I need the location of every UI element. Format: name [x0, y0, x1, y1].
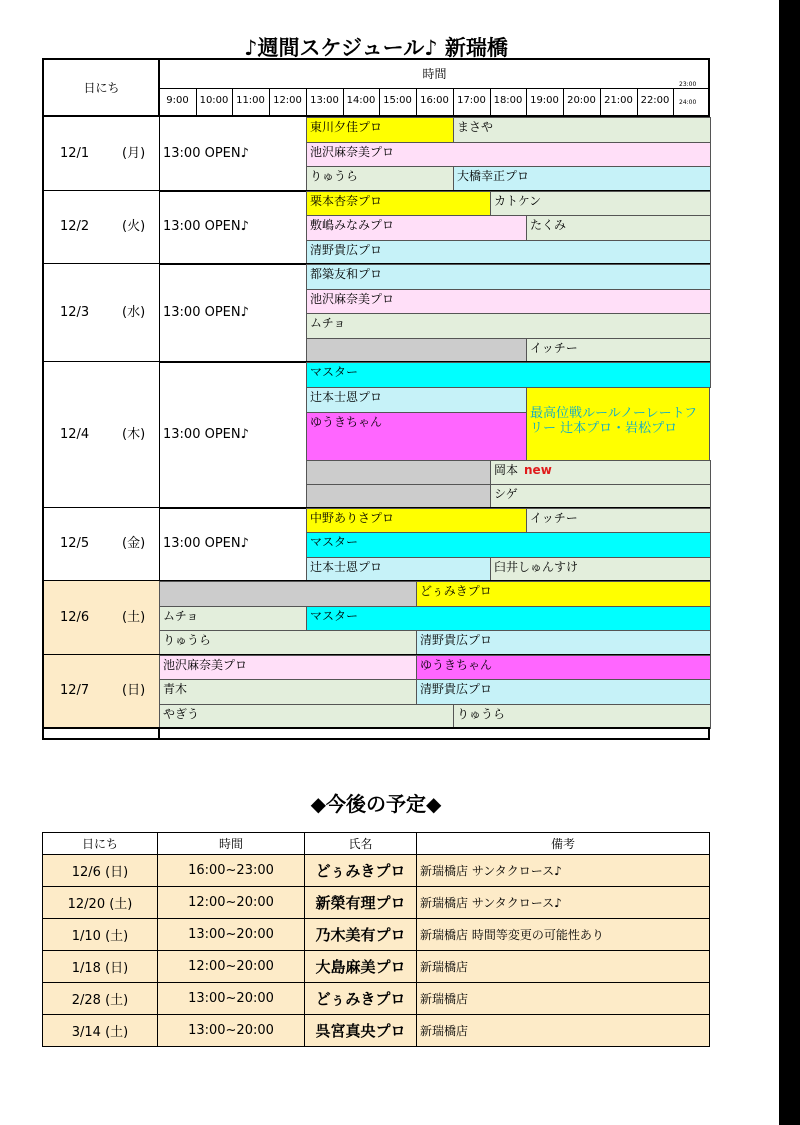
header-date-label: 日にち	[83, 81, 120, 95]
staff-name: 清野貴広プロ	[310, 242, 383, 257]
upcoming-header-row	[43, 833, 710, 855]
staff-name: どぅみきプロ	[420, 584, 492, 598]
staff-name: シゲ	[494, 486, 518, 501]
hour-label-24: 24:00	[679, 99, 697, 106]
schedule-bar	[306, 117, 454, 143]
schedule-bar	[306, 362, 711, 388]
day-date: 12/2	[60, 219, 90, 235]
day-separator	[44, 727, 710, 729]
staff-name: まさや	[457, 120, 494, 134]
schedule-bar	[526, 508, 711, 534]
staff-name: 岡本	[494, 463, 519, 477]
staff-name: カトケン	[494, 193, 542, 208]
upcoming-time: 16:00~23:00	[158, 855, 305, 887]
staff-name: 臼井しゅんすけ	[494, 559, 579, 574]
schedule-bar	[306, 532, 711, 558]
hour-label: 15:00	[383, 95, 412, 106]
upcoming-note: 新瑞橋店 時間等変更の可能性あり	[417, 919, 710, 951]
staff-name: マスター	[310, 365, 359, 379]
upcoming-time: 13:00~20:00	[158, 919, 305, 951]
day-date: 12/7	[60, 683, 90, 699]
schedule-bar	[306, 606, 711, 632]
day-weekday: (土)	[122, 609, 146, 625]
day-open-label: 13:00 OPEN♪	[163, 536, 249, 552]
hour-label: 16:00	[420, 95, 449, 106]
hour-label: 11:00	[236, 95, 265, 106]
upcoming-date: 2/28 (土)	[43, 983, 158, 1015]
schedule-bar	[526, 338, 711, 364]
day-open-label: 13:00 OPEN♪	[163, 219, 249, 235]
schedule-bar	[490, 557, 711, 583]
staff-name: 池沢麻奈美プロ	[163, 657, 248, 672]
schedule-bar	[159, 630, 417, 656]
upcoming-name: 呉宮真央プロ	[305, 1015, 417, 1047]
staff-name: 池沢麻奈美プロ	[310, 144, 395, 159]
day-date: 12/6	[60, 609, 90, 625]
upcoming-date: 12/20 (土)	[43, 887, 158, 919]
hour-label: 13:00	[310, 95, 339, 106]
special-event-box: 最高位戦ルールノーレートフリー 辻本プロ・岩松プロ	[526, 387, 710, 461]
hour-label: 14:00	[346, 95, 376, 106]
hour-label: 12:00	[273, 95, 302, 106]
upcoming-date: 1/10 (土)	[43, 919, 158, 951]
schedule-bar	[453, 166, 711, 192]
header-time: 時間	[158, 833, 305, 855]
staff-name: 栗本杏奈プロ	[310, 193, 383, 208]
day-weekday: (木)	[122, 426, 146, 442]
day-weekday: (水)	[122, 305, 146, 320]
day-open-label: 13:00 OPEN♪	[163, 145, 249, 161]
hour-label: 21:00	[604, 95, 633, 106]
schedule-bar	[159, 704, 454, 730]
schedule-bar	[306, 264, 711, 290]
upcoming-row	[43, 983, 710, 1015]
schedule-bar	[453, 704, 711, 730]
upcoming-note: 新瑞橋店	[417, 983, 710, 1015]
staff-name: イッチー	[530, 340, 578, 355]
staff-name: りゅうら	[457, 706, 506, 721]
schedule-bar	[306, 240, 711, 266]
hour-label: 19:00	[530, 95, 559, 106]
schedule-bar	[526, 215, 711, 241]
weekly-schedule	[42, 58, 710, 740]
staff-name: 辻本士恩プロ	[310, 390, 383, 404]
staff-name: 青木	[163, 682, 188, 696]
new-badge: new	[524, 463, 552, 477]
day-date: 12/4	[60, 426, 90, 442]
staff-name: 敷嶋みなみプロ	[310, 218, 395, 232]
schedule-bar	[306, 289, 711, 315]
schedule-bar	[306, 460, 491, 485]
staff-name: 池沢麻奈美プロ	[310, 291, 395, 306]
schedule-bar	[490, 460, 711, 485]
upcoming-note: 新瑞橋店	[417, 1015, 710, 1047]
staff-name: 清野貴広プロ	[420, 682, 493, 696]
upcoming-time: 12:00~20:00	[158, 951, 305, 983]
upcoming-row	[43, 951, 710, 983]
schedule-bar	[306, 387, 527, 413]
staff-name: ムチョ	[163, 608, 199, 623]
upcoming-note: 新瑞橋店 サンタクロース♪	[417, 887, 710, 919]
staff-name: マスター	[310, 608, 359, 623]
day-weekday: (金)	[122, 536, 146, 552]
day-weekday: (日)	[122, 683, 146, 699]
day-open-label: 13:00 OPEN♪	[163, 426, 249, 442]
day-date: 12/3	[60, 305, 90, 320]
schedule-bar	[453, 117, 711, 143]
schedule-bar	[490, 191, 711, 217]
upcoming-time: 13:00~20:00	[158, 1015, 305, 1047]
schedule-bar	[159, 655, 417, 681]
staff-name: りゅうら	[310, 169, 359, 183]
staff-name: ムチョ	[310, 316, 346, 330]
upcoming-title: ◆今後の予定◆	[310, 792, 442, 816]
upcoming-note: 新瑞橋店 サンタクロース♪	[417, 855, 710, 887]
right-edge-bar	[779, 0, 800, 1125]
schedule-bar	[159, 606, 307, 632]
schedule-bar	[306, 166, 454, 192]
upcoming-time: 13:00~20:00	[158, 983, 305, 1015]
header-name: 氏名	[305, 833, 417, 855]
upcoming-time: 12:00~20:00	[158, 887, 305, 919]
upcoming-name: どぅみきプロ	[305, 855, 417, 887]
schedule-bar	[159, 679, 417, 705]
header-date: 日にち	[43, 833, 158, 855]
hour-label-23: 23:00	[679, 81, 697, 88]
staff-name: たくみ	[530, 218, 567, 232]
hour-label: 20:00	[567, 95, 596, 106]
schedule-bar	[416, 630, 711, 656]
staff-name: りゅうら	[163, 633, 212, 647]
upcoming-date: 12/6 (日)	[43, 855, 158, 887]
upcoming-name: 新榮有理プロ	[305, 887, 417, 919]
upcoming-note: 新瑞橋店	[417, 951, 710, 983]
header-mid-line	[159, 88, 710, 89]
hour-label: 9:00	[166, 95, 189, 106]
schedule-bar	[306, 508, 527, 534]
staff-name: 清野貴広プロ	[420, 633, 493, 647]
upcoming-row	[43, 919, 710, 951]
schedule-bar	[306, 191, 491, 217]
day-weekday: (火)	[122, 219, 146, 235]
upcoming-date: 1/18 (日)	[43, 951, 158, 983]
hour-label: 17:00	[457, 95, 486, 106]
schedule-bar	[306, 557, 491, 583]
staff-name: 都築友和プロ	[310, 267, 383, 281]
header-time-label: 時間	[422, 67, 447, 81]
schedule-bar	[306, 142, 711, 168]
schedule-bar	[306, 412, 527, 462]
day-date: 12/1	[60, 145, 90, 161]
hour-label: 18:00	[493, 95, 523, 106]
staff-name: 中野ありさプロ	[310, 510, 395, 525]
staff-name: イッチー	[530, 510, 578, 525]
upcoming-row	[43, 855, 710, 887]
staff-name: 辻本士恩プロ	[310, 559, 383, 574]
hour-label: 10:00	[199, 95, 229, 106]
upcoming-name: どぅみきプロ	[305, 983, 417, 1015]
hour-label: 22:00	[640, 95, 670, 106]
page-title: ♪週間スケジュール♪ 新瑞橋	[244, 36, 508, 60]
schedule-bar	[490, 484, 711, 509]
day-weekday: (月)	[122, 145, 146, 161]
schedule-bar	[416, 655, 711, 681]
staff-name: ゆうきちゃん	[420, 657, 493, 672]
upcoming-date: 3/14 (土)	[43, 1015, 158, 1047]
day-date: 12/5	[60, 536, 90, 552]
upcoming-table	[42, 832, 710, 1047]
schedule-bar	[306, 215, 527, 241]
schedule-bar	[306, 484, 491, 509]
day-open-label: 13:00 OPEN♪	[163, 305, 249, 320]
schedule-bar	[306, 313, 711, 339]
staff-name: ゆうきちゃん	[310, 414, 383, 429]
upcoming-name: 乃木美有プロ	[305, 919, 417, 951]
schedule-bar	[159, 581, 417, 607]
upcoming-row	[43, 1015, 710, 1047]
schedule-bar	[416, 679, 711, 705]
upcoming-row	[43, 887, 710, 919]
upcoming-name: 大島麻美プロ	[305, 951, 417, 983]
header-note: 備考	[417, 833, 710, 855]
schedule-bar	[306, 338, 527, 364]
staff-name: マスター	[310, 535, 359, 549]
hour-tick	[673, 88, 674, 115]
schedule-bar	[416, 581, 711, 607]
staff-name: やぎう	[163, 706, 200, 721]
staff-name: 東川夕佳プロ	[310, 120, 383, 134]
staff-name: 大橋幸正プロ	[457, 169, 530, 183]
